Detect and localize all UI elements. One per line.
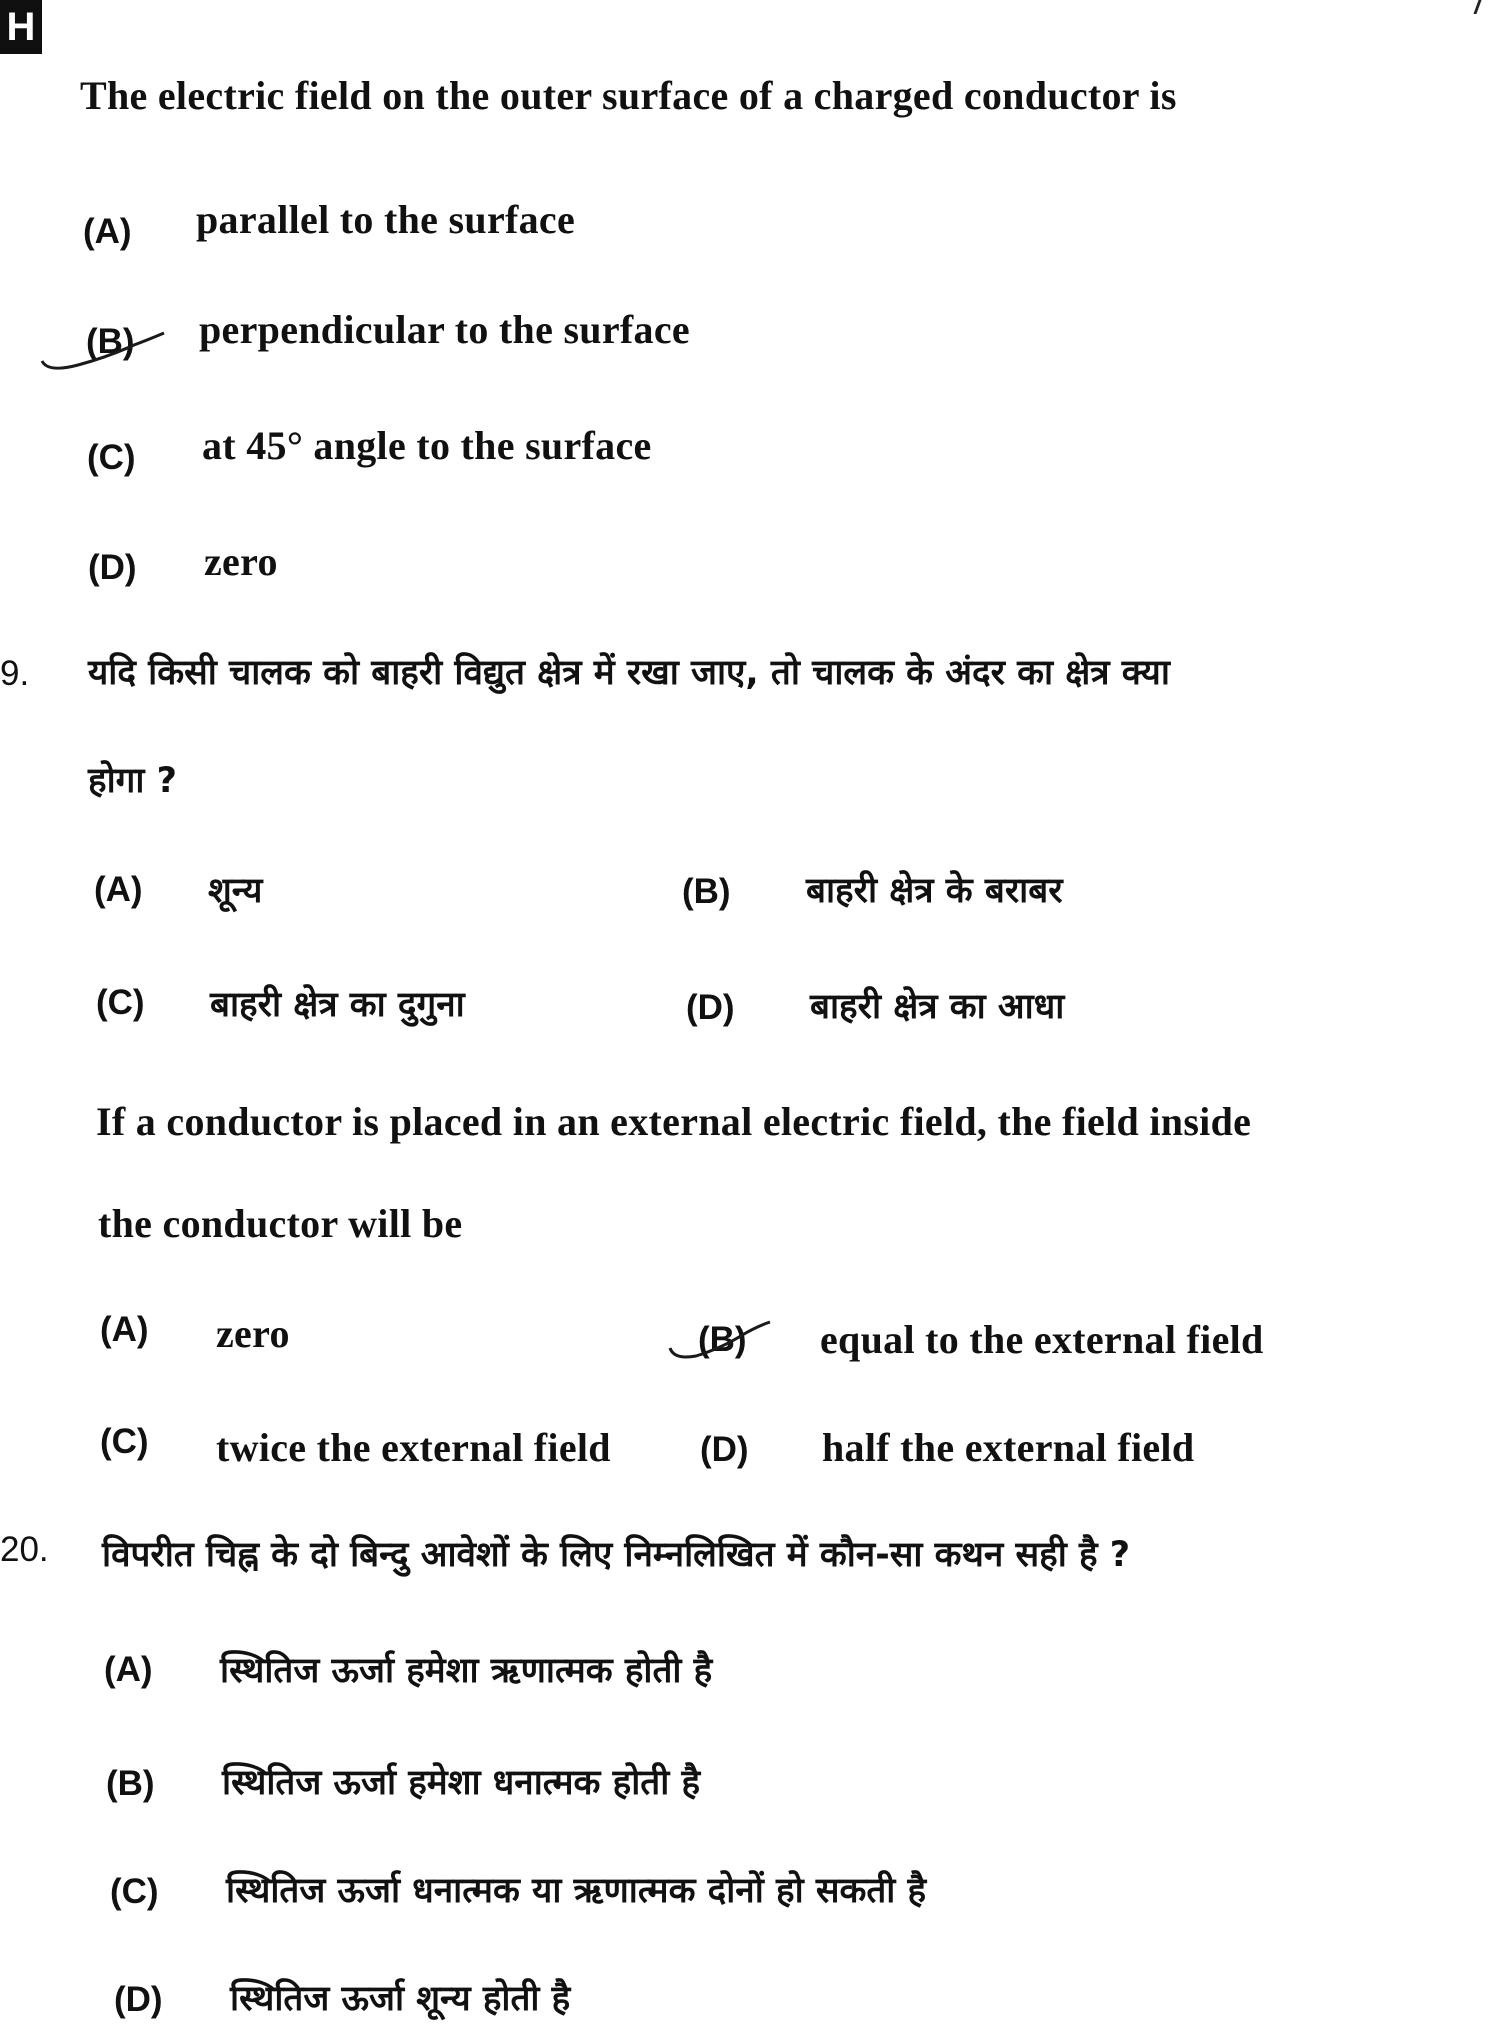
q18-option-c-text: at 45° angle to the surface xyxy=(202,423,652,468)
q20-number: 20. xyxy=(0,1530,49,1569)
q19-hindi-option-d-text: बाहरी क्षेत्र का आधा xyxy=(810,987,1065,1027)
q18-stem: The electric field on the outer surface of a charged conductor is xyxy=(80,73,1177,118)
q19-hindi-option-a-label: (A) xyxy=(94,870,143,909)
q20-option-d-label: (D) xyxy=(114,1980,163,2019)
q19-hindi-option-d-label: (D) xyxy=(686,988,735,1027)
q20-option-c-label: (C) xyxy=(110,1872,159,1911)
q19-answer-tick-mark xyxy=(666,1318,776,1374)
q19-english-option-c-label: (C) xyxy=(100,1422,149,1461)
q18-option-d-text: zero xyxy=(204,539,278,584)
q18-option-b-text: perpendicular to the surface xyxy=(199,307,690,352)
q19-hindi-option-a-text: शून्य xyxy=(208,871,263,911)
q19-english-stem-line1: If a conductor is placed in an external electric field, the field inside xyxy=(96,1099,1252,1144)
q18-option-b-label: (B) xyxy=(86,322,135,361)
q20-option-c-text: स्थितिज ऊर्जा धनात्मक या ऋणात्मक दोनों हो सकती है xyxy=(226,1871,927,1911)
q18-option-d-label: (D) xyxy=(88,548,137,587)
q19-hindi-option-b-text: बाहरी क्षेत्र के बराबर xyxy=(806,871,1063,911)
q19-english-stem-line2: the conductor will be xyxy=(98,1201,463,1246)
q19-english-option-d-text: half the external field xyxy=(822,1425,1195,1470)
q19-hindi-option-b-label: (B) xyxy=(682,872,731,911)
q19-hindi-option-c-text: बाहरी क्षेत्र का दुगुना xyxy=(210,985,465,1025)
page-tag: H xyxy=(0,0,42,54)
q19-number: 9. xyxy=(0,654,30,693)
q19-hindi-option-c-label: (C) xyxy=(96,983,145,1022)
q20-hindi-stem: विपरीत चिह्न के दो बिन्दु आवेशों के लिए निम्नलिखित में कौन-सा कथन सही है ? xyxy=(102,1535,1131,1575)
q19-english-option-d-label: (D) xyxy=(700,1430,749,1469)
corner-mark xyxy=(1473,0,1495,14)
q18-option-c-label: (C) xyxy=(87,438,136,477)
q19-hindi-stem-line1: यदि किसी चालक को बाहरी विद्युत क्षेत्र में रखा जाए, तो चालक के अंदर का क्षेत्र क्या xyxy=(88,653,1170,693)
q19-english-option-a-text: zero xyxy=(216,1311,290,1356)
q19-english-option-b-label: (B) xyxy=(698,1320,747,1359)
q19-english-option-a-label: (A) xyxy=(100,1310,149,1349)
q19-hindi-stem-line2: होगा ? xyxy=(88,761,177,801)
q20-option-b-text: स्थितिज ऊर्जा हमेशा धनात्मक होती है xyxy=(222,1763,701,1803)
q20-option-d-text: स्थितिज ऊर्जा शून्य होती है xyxy=(230,1979,571,2019)
q20-option-a-label: (A) xyxy=(104,1650,153,1689)
q19-english-option-b-text: equal to the external field xyxy=(820,1317,1264,1362)
q18-option-a-text: parallel to the surface xyxy=(196,197,576,242)
q19-english-option-c-text: twice the external field xyxy=(216,1425,611,1470)
q18-answer-tick-mark xyxy=(38,325,178,385)
q20-option-b-label: (B) xyxy=(106,1764,155,1803)
q18-option-a-label: (A) xyxy=(83,212,132,251)
q20-option-a-text: स्थितिज ऊर्जा हमेशा ऋणात्मक होती है xyxy=(220,1651,713,1691)
